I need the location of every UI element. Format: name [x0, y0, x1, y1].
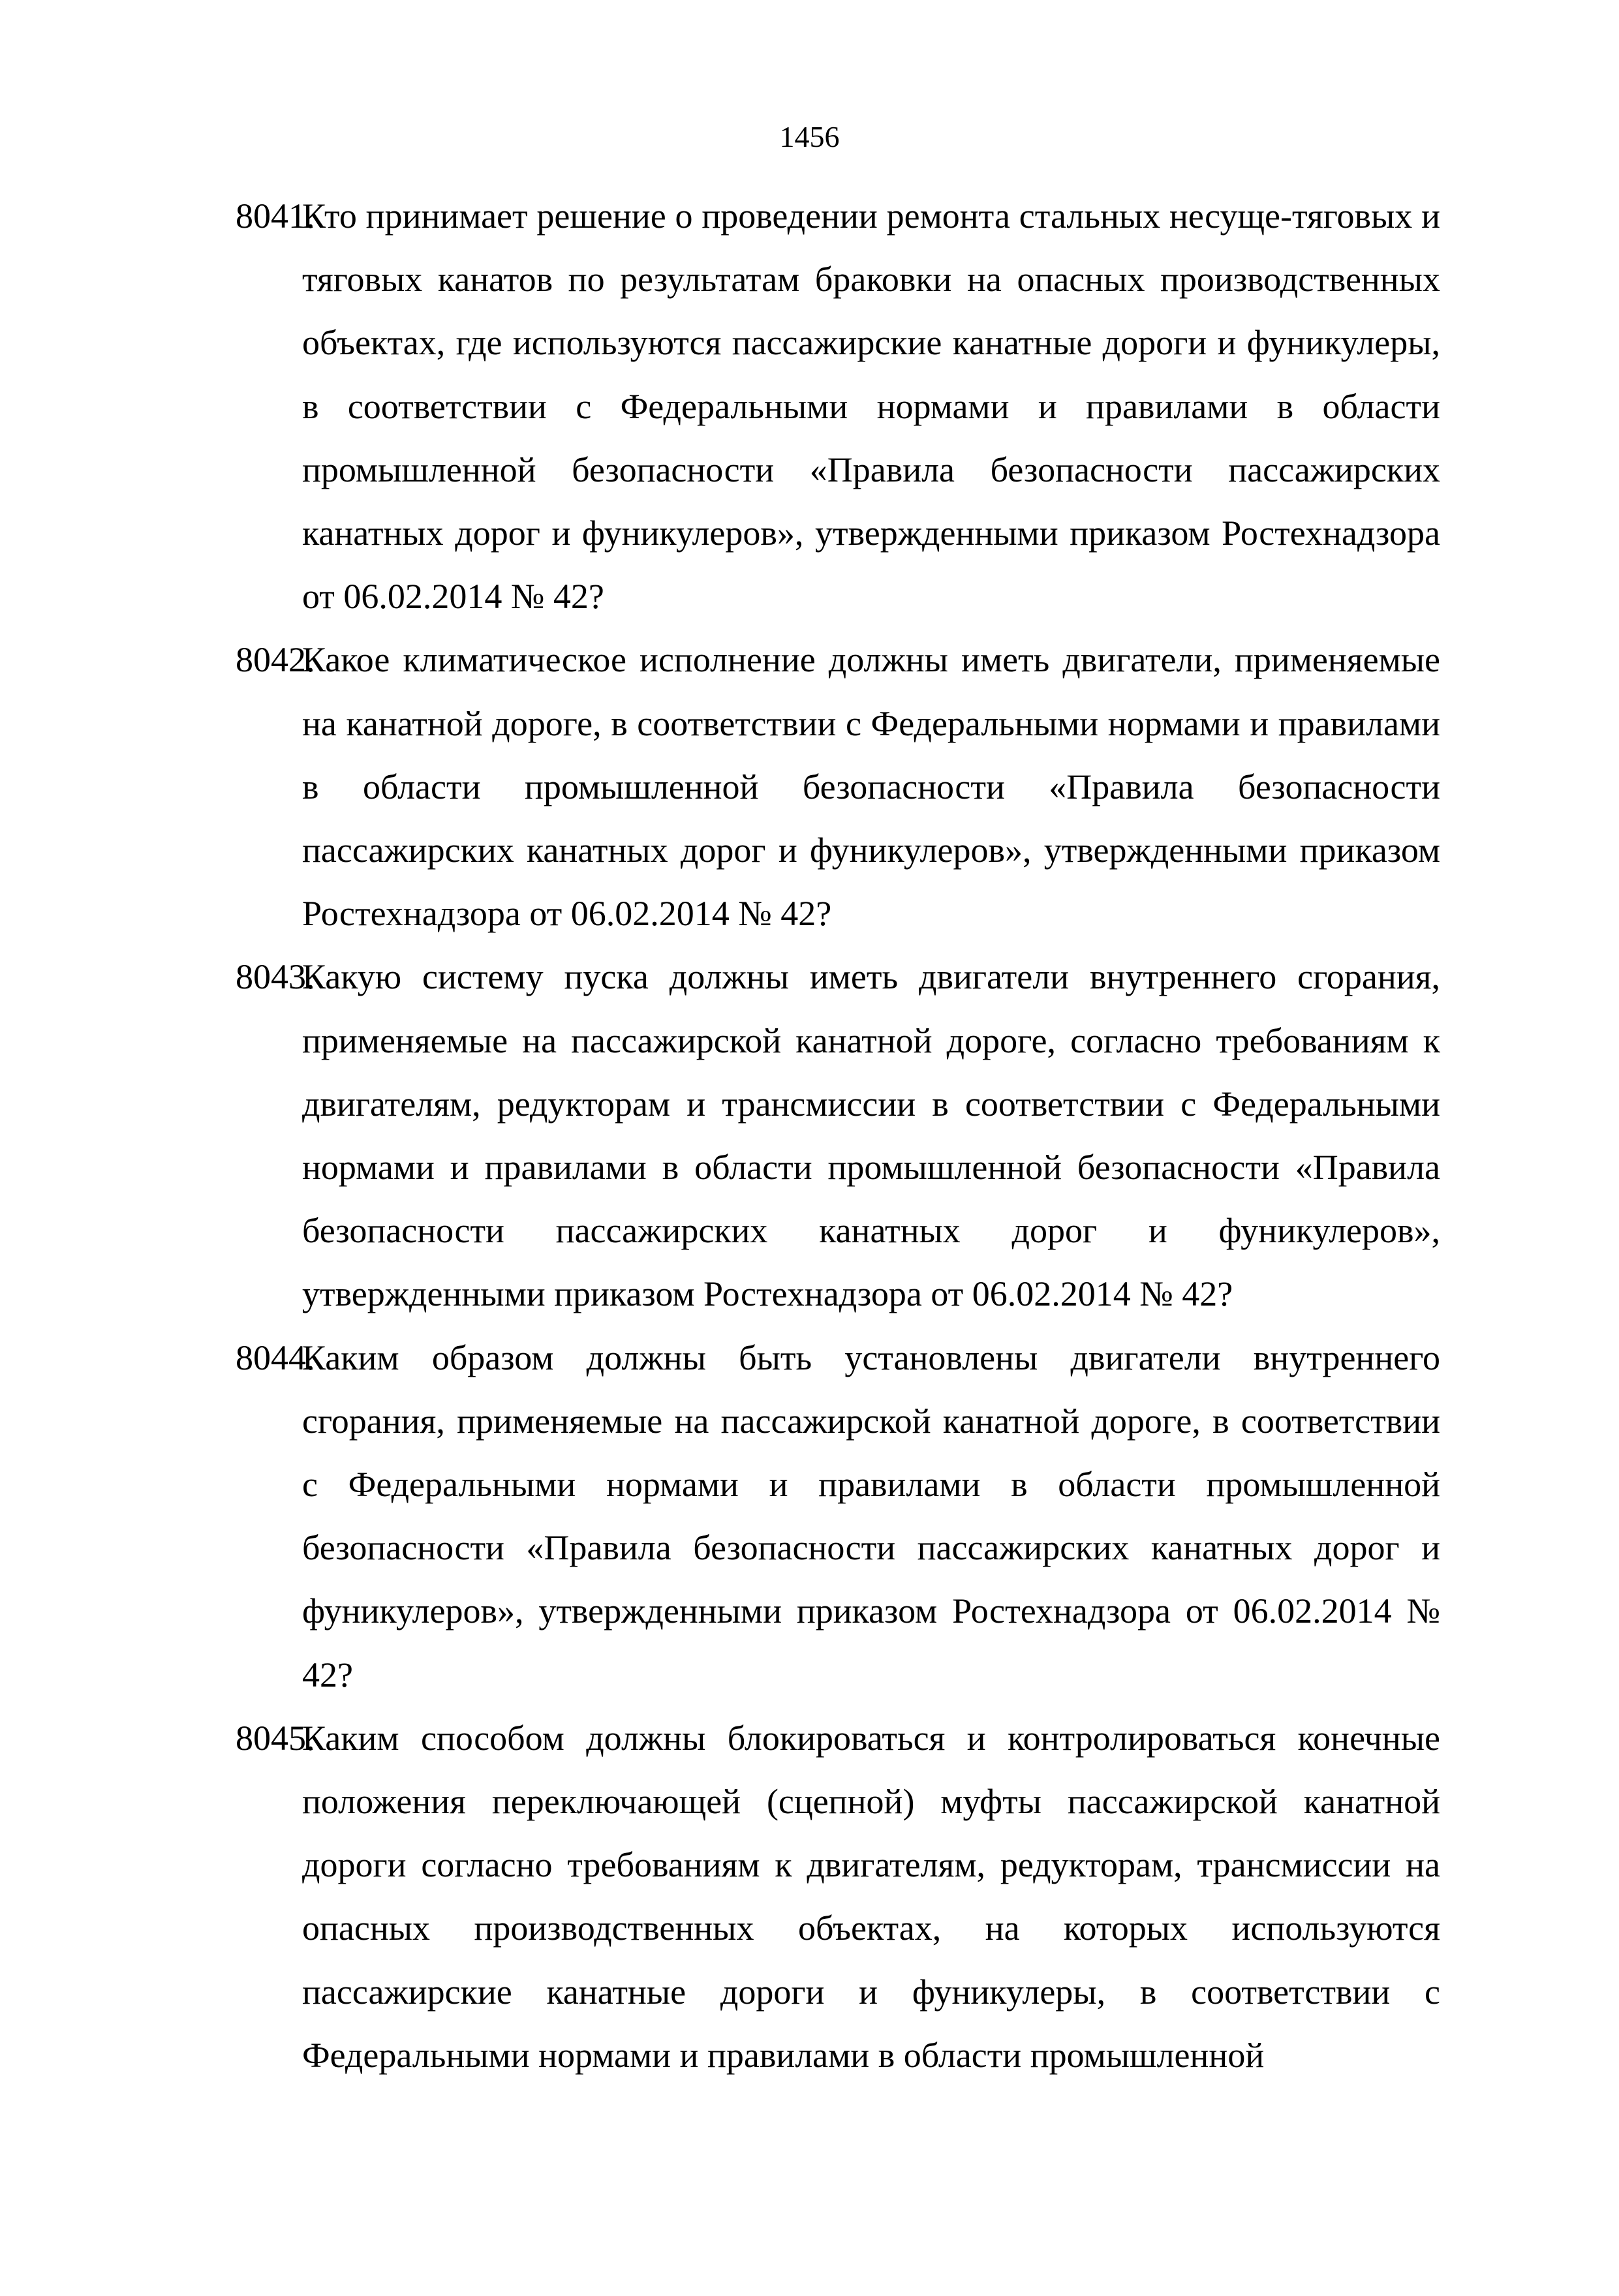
- question-text: Какую систему пуска должны иметь двигатели внутреннего сгорания, применяемые на пассажирской канатной дороге, согласно требованиям к двигателям, редукторам и трансмиссии в соответствии с Федеральными нормами и правилами в области промышленной безопасности «Правила безопасности пассажирских канатных дорог и фуникулеров», утвержденными приказом Ростехнадзора от 06.02.2014 № 42?: [302, 957, 1440, 1314]
- question-item: [238, 185, 1440, 628]
- question-item: [238, 945, 1440, 1326]
- question-text: Какое климатическое исполнение должны иметь двигатели, применяемые на канатной дороге, в соответствии с Федеральными нормами и правилами в области промышленной безопасности «Правила безопасности пассажирских канатных дорог и фуникулеров», утвержденными приказом Ростехнадзора от 06.02.2014 № 42?: [302, 640, 1440, 934]
- question-text: Кто принимает решение о проведении ремонта стальных несуще-тяговых и тяговых канатов по результатам браковки на опасных производственных объектах, где используются пассажирские канатные дороги и фуникулеры, в соответствии с Федеральными нормами и правилами в области промышленной безопасности «Правила безопасности пассажирских канатных дорог и фуникулеров», утвержденными приказом Ростехнадзора от 06.02.2014 № 42?: [302, 196, 1440, 617]
- question-number: 8043 .: [236, 945, 315, 1009]
- page-number: 1456: [779, 120, 840, 153]
- question-item: [238, 628, 1440, 945]
- question-number: 8041 .: [236, 185, 315, 248]
- question-text: Каким образом должны быть установлены двигатели внутреннего сгорания, применяемые на пассажирской канатной дороге, в соответствии с Федеральными нормами и правилами в области промышленной безопасности «Правила безопасности пассажирских канатных дорог и фуникулеров», утвержденными приказом Ростехнадзора от 06.02.2014 № 42?: [302, 1338, 1440, 1694]
- question-item: [238, 1326, 1440, 1707]
- question-number: 8045 .: [236, 1707, 315, 1770]
- question-list: [238, 185, 1440, 2087]
- question-item: [238, 1707, 1440, 2087]
- question-text: Каким способом должны блокироваться и контролироваться конечные положения переключающей (сцепной) муфты пассажирской канатной дороги согласно требованиям к двигателям, редукторам, трансмиссии на опасных производственных объектах, на которых используются пассажирские канатные дороги и фуникулеры, в соответствии с Федеральными нормами и правилами в области промышленной: [302, 1718, 1440, 2075]
- question-number: 8042 .: [236, 628, 315, 692]
- question-number: 8044 .: [236, 1326, 315, 1390]
